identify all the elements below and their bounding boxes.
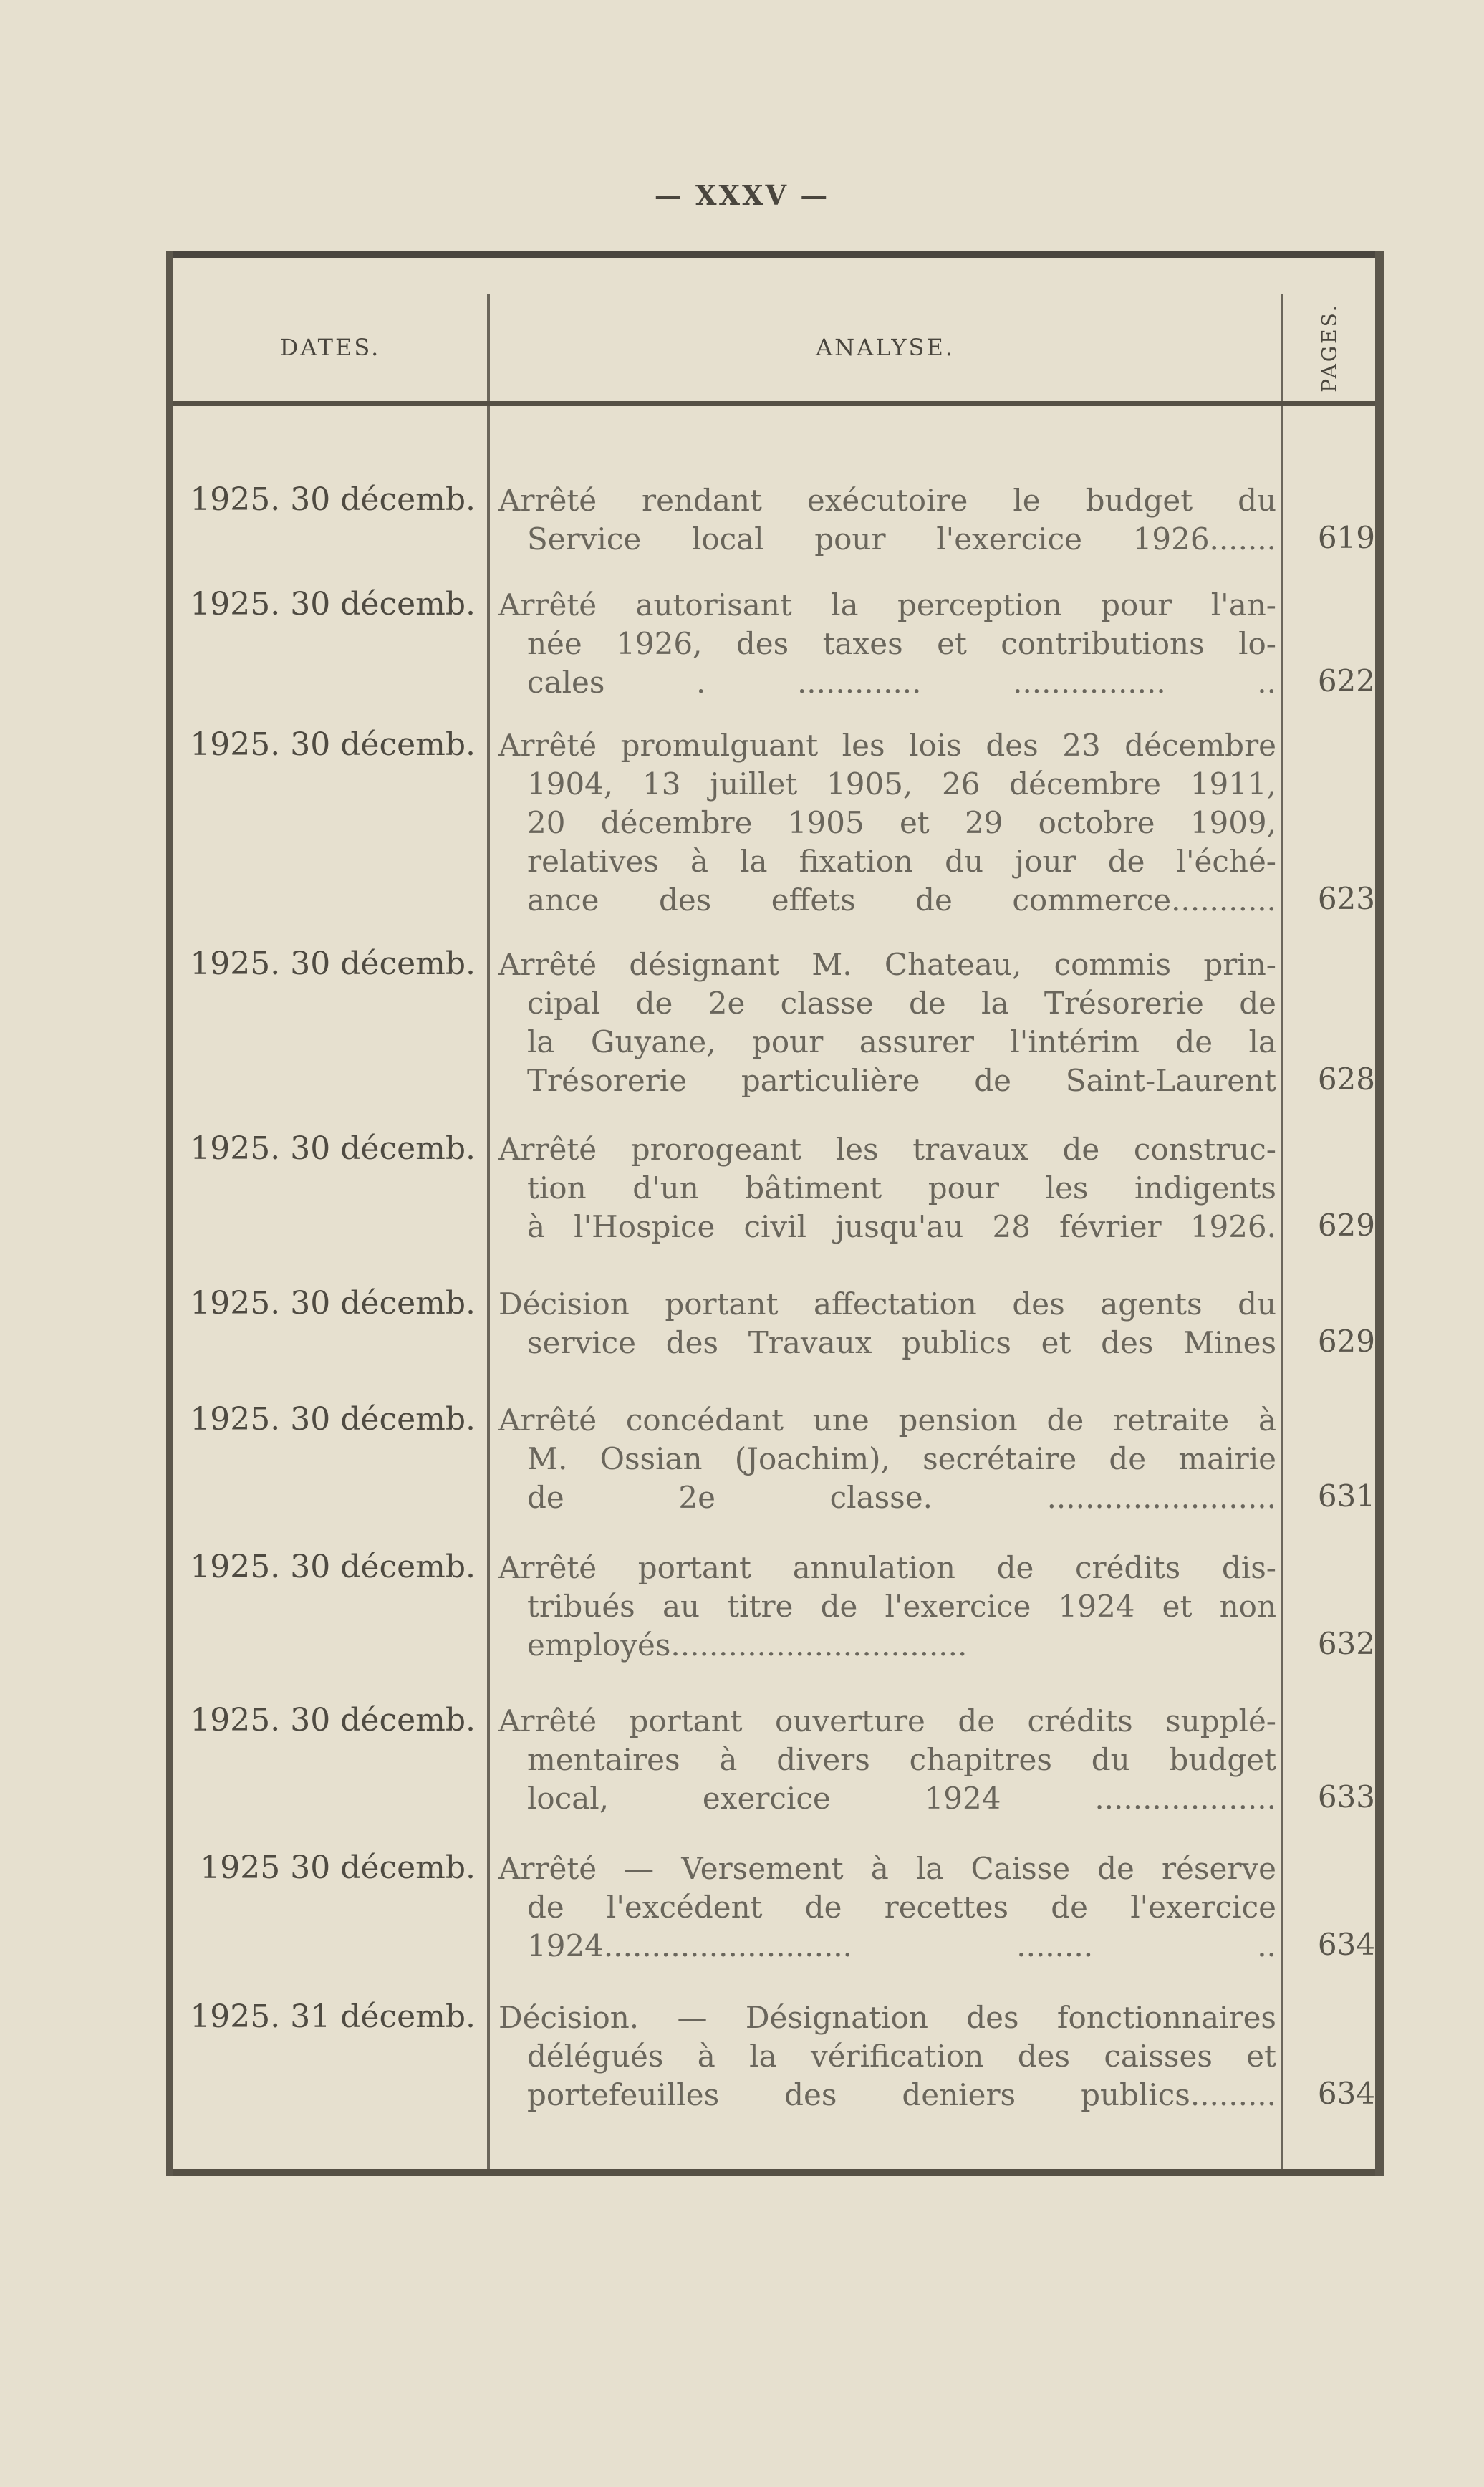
entry-analyse-line: Arrêté concédant une pension de retraite à: [498, 1403, 1276, 1438]
entry-analyse-line: Décision. — Désignation des fonctionnaires: [498, 2000, 1276, 2035]
entry-analyse-line: local, exercice 1924 ...................: [527, 1781, 1276, 1816]
entry-analyse-line: ance des effets de commerce...........: [527, 882, 1276, 918]
entry-page: 629: [1317, 1208, 1375, 1243]
entry-date: 1925. 30 décemb.: [190, 1285, 476, 1322]
table-border-left: [166, 251, 173, 2176]
entry-page: 622: [1317, 663, 1375, 698]
entry-analyse-line: Arrêté désignant M. Chateau, commis prin-: [498, 947, 1276, 982]
entry-analyse-line: cipal de 2e classe de la Trésorerie de: [527, 986, 1276, 1021]
entry-analyse: [498, 946, 1276, 1100]
header-dates: DATES.: [279, 334, 381, 361]
entry-date: 1925. 30 décemb.: [190, 946, 476, 982]
entry-analyse-line: Arrêté prorogeant les travaux de construc-: [498, 1132, 1276, 1167]
entry-analyse-line: la Guyane, pour assurer l'intérim de la: [527, 1024, 1276, 1059]
entry-analyse-line: 1904, 13 juillet 1905, 26 décembre 1911,: [527, 766, 1276, 802]
entry-analyse-line: Arrêté autorisant la perception pour l'an-: [498, 587, 1276, 622]
entry-analyse-line: Arrêté promulguant les lois des 23 décembre: [498, 728, 1276, 763]
entry-analyse: [498, 586, 1276, 702]
entry-analyse-line: Trésorerie particulière de Saint-Laurent: [527, 1063, 1276, 1098]
entry-analyse: [498, 726, 1276, 920]
index-table: [166, 251, 1384, 2176]
entry-analyse: [498, 1549, 1276, 1665]
entry-page: 628: [1317, 1062, 1375, 1097]
entry-date: 1925. 30 décemb.: [190, 481, 476, 518]
entry-analyse-line: Service local pour l'exercice 1926.......: [527, 521, 1276, 557]
entry-analyse-line: Arrêté portant annulation de crédits dis-: [498, 1550, 1276, 1585]
entry-page: 633: [1317, 1779, 1375, 1814]
entry-analyse-line: cales . ............. ................ ..: [527, 665, 1276, 700]
entry-date: 1925 30 décemb.: [200, 1849, 476, 1886]
header-pages-label: PAGES.: [1317, 302, 1341, 393]
entry-date: 1925. 30 décemb.: [190, 1549, 476, 1585]
entry-analyse: [498, 1849, 1276, 1966]
entry-date: 1925. 30 décemb.: [190, 1702, 476, 1738]
header-analyse: ANALYSE.: [816, 334, 955, 361]
entry-analyse-line: 1924.......................... ........ ..: [527, 1928, 1276, 1963]
page-number: — XXXV —: [654, 179, 830, 211]
entry-analyse-line: tribués au titre de l'exercice 1924 et non: [527, 1589, 1276, 1624]
entry-analyse-line: 20 décembre 1905 et 29 octobre 1909,: [527, 805, 1276, 840]
entry-page: 634: [1317, 1927, 1375, 1962]
entry-date: 1925. 31 décemb.: [190, 1998, 476, 2035]
entry-page: 631: [1317, 1478, 1375, 1514]
entry-analyse-line: de 2e classe. ........................: [527, 1480, 1276, 1515]
entry-analyse: [498, 1401, 1276, 1517]
header-rule: [173, 401, 1375, 406]
entry-page: 619: [1317, 520, 1375, 555]
entry-analyse-line: employés...............................: [527, 1627, 968, 1663]
entry-analyse-line: service des Travaux publics et des Mines: [527, 1325, 1276, 1360]
entry-analyse-line: Décision portant affectation des agents du: [498, 1286, 1276, 1322]
entry-analyse: [498, 1285, 1276, 1362]
entry-analyse-line: délégués à la vérification des caisses et: [527, 2039, 1276, 2074]
entry-date: 1925. 30 décemb.: [190, 726, 476, 763]
header-pages: [1283, 294, 1375, 401]
entry-analyse-line: à l'Hospice civil jusqu'au 28 février 1926.: [527, 1209, 1276, 1244]
entry-analyse-line: relatives à la fixation du jour de l'éché-: [527, 844, 1276, 879]
column-divider-dates: [487, 294, 490, 2169]
entry-analyse-line: mentaires à divers chapitres du budget: [527, 1742, 1276, 1777]
table-border-right: [1375, 251, 1384, 2176]
entry-analyse-line: née 1926, des taxes et contributions lo-: [527, 626, 1276, 661]
entry-analyse: [498, 1998, 1276, 2115]
entry-analyse-line: Arrêté — Versement à la Caisse de réserve: [498, 1851, 1276, 1886]
entry-page: 629: [1317, 1324, 1375, 1359]
entry-analyse-line: de l'excédent de recettes de l'exercice: [527, 1890, 1276, 1925]
entry-analyse: [498, 1702, 1276, 1818]
entry-analyse-line: Arrêté portant ouverture de crédits supplé-: [498, 1703, 1276, 1738]
entry-analyse-line: tion d'un bâtiment pour les indigents: [527, 1170, 1276, 1206]
entry-date: 1925. 30 décemb.: [190, 1401, 476, 1438]
entry-analyse-line: M. Ossian (Joachim), secrétaire de mairie: [527, 1441, 1276, 1476]
entry-date: 1925. 30 décemb.: [190, 1130, 476, 1167]
entry-analyse: [498, 481, 1276, 559]
entry-date: 1925. 30 décemb.: [190, 586, 476, 622]
entry-page: 632: [1317, 1626, 1375, 1661]
entry-analyse-line: portefeuilles des deniers publics.........: [527, 2077, 1276, 2112]
entry-analyse-line: Arrêté rendant exécutoire le budget du: [498, 483, 1276, 518]
entry-analyse: [498, 1130, 1276, 1246]
table-border-bottom: [166, 2169, 1384, 2176]
entry-page: 623: [1317, 881, 1375, 916]
table-border-top: [166, 251, 1384, 258]
entry-page: 634: [1317, 2076, 1375, 2111]
